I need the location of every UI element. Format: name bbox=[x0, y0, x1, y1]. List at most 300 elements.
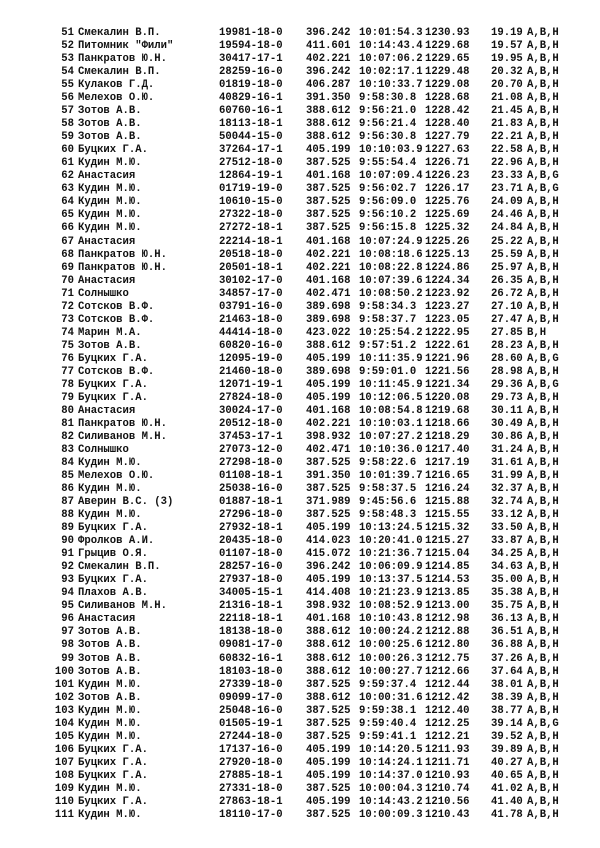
cell-time: 10:14:20.5 bbox=[359, 743, 423, 756]
cell-ring: 27824-18-0 bbox=[219, 391, 283, 404]
cell-dist: 402.471 bbox=[306, 287, 351, 300]
cell-ring: 12071-19-1 bbox=[219, 378, 283, 391]
cell-time: 10:00:31.6 bbox=[359, 691, 423, 704]
cell-name: Марин М.А. bbox=[78, 326, 142, 339]
cell-time: 9:58:37.7 bbox=[359, 313, 417, 326]
cell-time: 10:00:25.6 bbox=[359, 639, 423, 652]
cell-speed: 1217.40 bbox=[425, 444, 470, 456]
cell-rank: 100 bbox=[54, 665, 74, 678]
cell-rank: 89 bbox=[61, 522, 74, 535]
cell-rank: 69 bbox=[61, 261, 74, 274]
cell-ring: 18110-17-0 bbox=[219, 808, 283, 821]
cell-tags: A,B,H bbox=[527, 300, 559, 313]
cell-time: 9:45:56.6 bbox=[359, 496, 417, 509]
cell-coef: 21.83 bbox=[491, 118, 523, 131]
cell-dist: 391.350 bbox=[306, 92, 351, 105]
cell-ring: 01108-18-1 bbox=[219, 470, 283, 483]
cell-ring: 01107-18-0 bbox=[219, 548, 283, 561]
cell-tags: A,B,H bbox=[527, 261, 559, 274]
cell-dist: 388.612 bbox=[306, 691, 351, 704]
cell-time: 9:56:02.7 bbox=[359, 183, 417, 196]
cell-tags: A,B,H bbox=[527, 248, 559, 261]
cell-time: 10:01:54.3 bbox=[359, 27, 423, 39]
cell-tags: A,B,H bbox=[527, 509, 559, 522]
cell-rank: 60 bbox=[61, 144, 74, 157]
cell-name: Сотсков В.Ф. bbox=[78, 300, 155, 313]
cell-ring: 27885-18-1 bbox=[219, 769, 283, 782]
cell-rank: 80 bbox=[61, 404, 74, 417]
cell-dist: 388.612 bbox=[306, 652, 351, 665]
cell-coef: 24.09 bbox=[491, 196, 523, 209]
cell-coef: 41.40 bbox=[491, 795, 523, 808]
cell-ring: 28257-16-0 bbox=[219, 561, 283, 574]
cell-speed: 1225.32 bbox=[425, 222, 470, 235]
cell-name: Кудин М.Ю. bbox=[78, 509, 142, 522]
cell-rank: 85 bbox=[61, 470, 74, 483]
cell-tags: A,B,H bbox=[527, 222, 559, 235]
cell-ring: 30024-17-0 bbox=[219, 404, 283, 417]
cell-dist: 371.989 bbox=[306, 496, 351, 509]
cell-name: Силиванов М.Н. bbox=[78, 430, 168, 443]
cell-tags: A,B,H bbox=[527, 808, 559, 821]
cell-time: 10:14:43.2 bbox=[359, 795, 423, 808]
cell-ring: 19981-18-0 bbox=[219, 27, 283, 39]
cell-speed: 1229.08 bbox=[425, 79, 470, 92]
cell-coef: 37.26 bbox=[491, 652, 523, 665]
cell-rank: 73 bbox=[61, 313, 74, 326]
cell-speed: 1210.56 bbox=[425, 795, 470, 808]
cell-coef: 30.49 bbox=[491, 417, 523, 430]
cell-speed: 1213.00 bbox=[425, 600, 470, 613]
cell-dist: 414.023 bbox=[306, 535, 351, 548]
cell-speed: 1212.42 bbox=[425, 691, 470, 704]
cell-dist: 388.612 bbox=[306, 131, 351, 144]
cell-tags: A,B,G bbox=[527, 170, 559, 183]
cell-time: 10:07:24.9 bbox=[359, 235, 423, 248]
cell-tags: A,B,H bbox=[527, 144, 559, 157]
cell-speed: 1222.61 bbox=[425, 339, 470, 352]
cell-rank: 59 bbox=[61, 131, 74, 144]
cell-time: 9:58:34.3 bbox=[359, 300, 417, 313]
cell-dist: 405.199 bbox=[306, 378, 351, 391]
cell-speed: 1212.21 bbox=[425, 730, 470, 743]
cell-coef: 20.32 bbox=[491, 66, 523, 79]
cell-time: 9:56:30.8 bbox=[359, 131, 417, 144]
cell-coef: 31.24 bbox=[491, 444, 523, 456]
cell-speed: 1229.48 bbox=[425, 66, 470, 79]
cell-coef: 21.08 bbox=[491, 92, 523, 105]
cell-rank: 81 bbox=[61, 417, 74, 430]
cell-coef: 19.95 bbox=[491, 53, 523, 66]
cell-ring: 18138-18-0 bbox=[219, 626, 283, 639]
cell-rank: 96 bbox=[61, 613, 74, 626]
cell-coef: 39.89 bbox=[491, 743, 523, 756]
cell-tags: A,B,H bbox=[527, 404, 559, 417]
cell-dist: 387.525 bbox=[306, 457, 351, 470]
cell-time: 9:59:41.1 bbox=[359, 730, 417, 743]
cell-name: Зотов А.В. bbox=[78, 339, 142, 352]
cell-name: Кудин М.Ю. bbox=[78, 183, 142, 196]
cell-coef: 40.65 bbox=[491, 769, 523, 782]
cell-ring: 01819-18-0 bbox=[219, 79, 283, 92]
cell-speed: 1215.32 bbox=[425, 522, 470, 535]
cell-tags: A,B,H bbox=[527, 470, 559, 483]
cell-time: 10:20:41.0 bbox=[359, 535, 423, 548]
cell-name: Зотов А.В. bbox=[78, 131, 142, 144]
cell-tags: A,B,H bbox=[527, 730, 559, 743]
cell-rank: 99 bbox=[61, 652, 74, 665]
cell-coef: 35.38 bbox=[491, 587, 523, 600]
cell-dist: 396.242 bbox=[306, 66, 351, 79]
cell-tags: A,B,H bbox=[527, 235, 559, 248]
cell-time: 9:56:10.2 bbox=[359, 209, 417, 222]
cell-rank: 103 bbox=[54, 704, 74, 717]
cell-rank: 93 bbox=[61, 574, 74, 587]
cell-ring: 27863-18-1 bbox=[219, 795, 283, 808]
cell-ring: 27932-18-1 bbox=[219, 522, 283, 535]
cell-ring: 25048-16-0 bbox=[219, 704, 283, 717]
cell-coef: 36.88 bbox=[491, 639, 523, 652]
cell-dist: 405.199 bbox=[306, 743, 351, 756]
cell-coef: 41.78 bbox=[491, 808, 523, 821]
cell-time: 9:59:38.1 bbox=[359, 704, 417, 717]
cell-rank: 77 bbox=[61, 365, 74, 378]
cell-coef: 23.33 bbox=[491, 170, 523, 183]
cell-speed: 1210.43 bbox=[425, 808, 470, 821]
cell-coef: 27.85 bbox=[491, 326, 523, 339]
cell-time: 10:25:54.2 bbox=[359, 326, 423, 339]
cell-name: Кулаков Г.Д. bbox=[78, 79, 155, 92]
cell-dist: 387.525 bbox=[306, 509, 351, 522]
cell-tags: A,B,H bbox=[527, 613, 559, 626]
cell-name: Панкратов Ю.Н. bbox=[78, 417, 168, 430]
cell-time: 10:14:24.1 bbox=[359, 756, 423, 769]
cell-dist: 401.168 bbox=[306, 170, 351, 183]
cell-coef: 39.14 bbox=[491, 717, 523, 730]
cell-name: Кудин М.Ю. bbox=[78, 717, 142, 730]
cell-ring: 22118-18-1 bbox=[219, 613, 283, 626]
cell-ring: 20512-18-0 bbox=[219, 417, 283, 430]
cell-ring: 12095-19-0 bbox=[219, 352, 283, 365]
cell-speed: 1215.27 bbox=[425, 535, 470, 548]
cell-rank: 55 bbox=[61, 79, 74, 92]
cell-rank: 107 bbox=[54, 756, 74, 769]
cell-dist: 401.168 bbox=[306, 404, 351, 417]
cell-name: Питомник "Фили" bbox=[78, 40, 174, 53]
cell-coef: 33.50 bbox=[491, 522, 523, 535]
cell-speed: 1226.71 bbox=[425, 157, 470, 170]
cell-ring: 03791-16-0 bbox=[219, 300, 283, 313]
cell-coef: 27.47 bbox=[491, 313, 523, 326]
cell-name: Зотов А.В. bbox=[78, 652, 142, 665]
cell-ring: 01887-18-1 bbox=[219, 496, 283, 509]
cell-dist: 387.525 bbox=[306, 209, 351, 222]
cell-tags: A,B,G bbox=[527, 183, 559, 196]
cell-rank: 90 bbox=[61, 535, 74, 548]
cell-ring: 22214-18-1 bbox=[219, 235, 283, 248]
cell-time: 10:13:24.5 bbox=[359, 522, 423, 535]
cell-rank: 67 bbox=[61, 235, 74, 248]
cell-speed: 1212.80 bbox=[425, 639, 470, 652]
cell-dist: 405.199 bbox=[306, 144, 351, 157]
cell-dist: 402.221 bbox=[306, 417, 351, 430]
cell-time: 9:56:21.4 bbox=[359, 118, 417, 131]
cell-dist: 387.525 bbox=[306, 678, 351, 691]
cell-speed: 1214.85 bbox=[425, 561, 470, 574]
cell-speed: 1210.93 bbox=[425, 769, 470, 782]
cell-dist: 389.698 bbox=[306, 300, 351, 313]
cell-dist: 406.287 bbox=[306, 79, 351, 92]
cell-ring: 27244-18-0 bbox=[219, 730, 283, 743]
cell-tags: A,B,H bbox=[527, 53, 559, 66]
cell-ring: 60820-16-0 bbox=[219, 339, 283, 352]
cell-tags: A,B,H bbox=[527, 209, 559, 222]
cell-ring: 27331-18-0 bbox=[219, 782, 283, 795]
cell-coef: 21.45 bbox=[491, 105, 523, 118]
cell-name: Кудин М.Ю. bbox=[78, 730, 142, 743]
cell-name: Аверин В.С. (3) bbox=[78, 496, 174, 509]
cell-rank: 98 bbox=[61, 639, 74, 652]
cell-coef: 28.60 bbox=[491, 352, 523, 365]
cell-speed: 1221.56 bbox=[425, 365, 470, 378]
cell-ring: 01505-19-1 bbox=[219, 717, 283, 730]
cell-tags: A,B,H bbox=[527, 118, 559, 131]
cell-ring: 27322-18-0 bbox=[219, 209, 283, 222]
cell-tags: A,B,H bbox=[527, 756, 559, 769]
cell-time: 9:58:22.6 bbox=[359, 457, 417, 470]
cell-rank: 63 bbox=[61, 183, 74, 196]
cell-ring: 44414-18-0 bbox=[219, 326, 283, 339]
cell-coef: 24.84 bbox=[491, 222, 523, 235]
cell-tags: A,B,H bbox=[527, 391, 559, 404]
cell-dist: 402.221 bbox=[306, 261, 351, 274]
cell-dist: 387.525 bbox=[306, 717, 351, 730]
cell-rank: 101 bbox=[54, 678, 74, 691]
cell-name: Зотов А.В. bbox=[78, 105, 142, 118]
cell-name: Кудин М.Ю. bbox=[78, 678, 142, 691]
cell-name: Буцких Г.А. bbox=[78, 574, 148, 587]
cell-tags: A,B,H bbox=[527, 561, 559, 574]
cell-time: 10:00:27.7 bbox=[359, 665, 423, 678]
cell-speed: 1212.44 bbox=[425, 678, 470, 691]
cell-speed: 1222.95 bbox=[425, 326, 470, 339]
cell-time: 10:14:43.4 bbox=[359, 40, 423, 53]
cell-name: Буцких Г.А. bbox=[78, 769, 148, 782]
cell-tags: A,B,H bbox=[527, 339, 559, 352]
cell-coef: 30.86 bbox=[491, 430, 523, 443]
cell-rank: 53 bbox=[61, 53, 74, 66]
cell-dist: 388.612 bbox=[306, 118, 351, 131]
cell-speed: 1212.66 bbox=[425, 665, 470, 678]
cell-ring: 27272-18-1 bbox=[219, 222, 283, 235]
cell-name: Кудин М.Ю. bbox=[78, 157, 142, 170]
cell-speed: 1215.04 bbox=[425, 548, 470, 561]
cell-coef: 26.72 bbox=[491, 287, 523, 300]
cell-name: Буцких Г.А. bbox=[78, 743, 148, 756]
cell-speed: 1215.88 bbox=[425, 496, 470, 509]
cell-time: 9:59:01.0 bbox=[359, 365, 417, 378]
cell-ring: 27298-18-0 bbox=[219, 457, 283, 470]
cell-coef: 38.39 bbox=[491, 691, 523, 704]
cell-coef: 33.12 bbox=[491, 509, 523, 522]
cell-dist: 398.932 bbox=[306, 430, 351, 443]
cell-coef: 22.21 bbox=[491, 131, 523, 144]
cell-dist: 401.168 bbox=[306, 235, 351, 248]
cell-coef: 27.10 bbox=[491, 300, 523, 313]
cell-rank: 65 bbox=[61, 209, 74, 222]
cell-ring: 27920-18-0 bbox=[219, 756, 283, 769]
cell-name: Кудин М.Ю. bbox=[78, 704, 142, 717]
cell-ring: 01719-19-0 bbox=[219, 183, 283, 196]
cell-coef: 25.22 bbox=[491, 235, 523, 248]
cell-coef: 36.51 bbox=[491, 626, 523, 639]
cell-ring: 37264-17-1 bbox=[219, 144, 283, 157]
cell-name: Буцких Г.А. bbox=[78, 144, 148, 157]
cell-name: Сотсков В.Ф. bbox=[78, 313, 155, 326]
cell-name: Кудин М.Ю. bbox=[78, 222, 142, 235]
cell-coef: 35.00 bbox=[491, 574, 523, 587]
cell-ring: 20435-18-0 bbox=[219, 535, 283, 548]
cell-ring: 17137-16-0 bbox=[219, 743, 283, 756]
cell-coef: 35.75 bbox=[491, 600, 523, 613]
cell-dist: 405.199 bbox=[306, 522, 351, 535]
cell-ring: 37453-17-1 bbox=[219, 430, 283, 443]
cell-coef: 38.77 bbox=[491, 704, 523, 717]
cell-rank: 86 bbox=[61, 483, 74, 496]
cell-rank: 102 bbox=[54, 691, 74, 704]
cell-tags: A,B,G bbox=[527, 717, 559, 730]
cell-time: 10:00:24.2 bbox=[359, 626, 423, 639]
cell-name: Смекалин В.П. bbox=[78, 561, 161, 574]
cell-ring: 60832-16-1 bbox=[219, 652, 283, 665]
cell-tags: A,B,H bbox=[527, 157, 559, 170]
cell-speed: 1223.92 bbox=[425, 287, 470, 300]
cell-ring: 27073-12-0 bbox=[219, 444, 283, 456]
cell-name: Буцких Г.А. bbox=[78, 522, 148, 535]
cell-rank: 75 bbox=[61, 339, 74, 352]
cell-time: 10:08:18.6 bbox=[359, 248, 423, 261]
cell-rank: 109 bbox=[54, 782, 74, 795]
cell-dist: 402.471 bbox=[306, 444, 351, 456]
cell-speed: 1216.65 bbox=[425, 470, 470, 483]
cell-speed: 1219.68 bbox=[425, 404, 470, 417]
cell-coef: 28.98 bbox=[491, 365, 523, 378]
cell-speed: 1226.23 bbox=[425, 170, 470, 183]
cell-tags: A,B,G bbox=[527, 352, 559, 365]
cell-dist: 388.612 bbox=[306, 626, 351, 639]
cell-dist: 423.022 bbox=[306, 326, 351, 339]
cell-speed: 1228.40 bbox=[425, 118, 470, 131]
cell-speed: 1211.93 bbox=[425, 743, 470, 756]
cell-tags: A,B,H bbox=[527, 535, 559, 548]
cell-time: 10:10:03.9 bbox=[359, 144, 423, 157]
cell-speed: 1212.75 bbox=[425, 652, 470, 665]
cell-speed: 1225.26 bbox=[425, 235, 470, 248]
cell-rank: 104 bbox=[54, 717, 74, 730]
cell-dist: 411.601 bbox=[306, 40, 351, 53]
cell-dist: 405.199 bbox=[306, 769, 351, 782]
cell-name: Фролков А.И. bbox=[78, 535, 155, 548]
cell-ring: 40829-16-1 bbox=[219, 92, 283, 105]
cell-ring: 30102-17-0 bbox=[219, 274, 283, 287]
cell-coef: 34.63 bbox=[491, 561, 523, 574]
cell-dist: 387.525 bbox=[306, 222, 351, 235]
cell-rank: 72 bbox=[61, 300, 74, 313]
cell-tags: A,B,H bbox=[527, 743, 559, 756]
cell-time: 10:11:35.9 bbox=[359, 352, 423, 365]
cell-time: 9:58:37.5 bbox=[359, 483, 417, 496]
cell-time: 10:07:06.2 bbox=[359, 53, 423, 66]
cell-coef: 32.37 bbox=[491, 483, 523, 496]
cell-coef: 19.57 bbox=[491, 40, 523, 53]
cell-coef: 25.97 bbox=[491, 261, 523, 274]
cell-time: 10:07:39.6 bbox=[359, 274, 423, 287]
cell-name: Панкратов Ю.Н. bbox=[78, 53, 168, 66]
cell-rank: 71 bbox=[61, 287, 74, 300]
cell-name: Анастасия bbox=[78, 170, 136, 183]
cell-rank: 61 bbox=[61, 157, 74, 170]
cell-speed: 1228.68 bbox=[425, 92, 470, 105]
cell-rank: 95 bbox=[61, 600, 74, 613]
cell-time: 10:00:04.3 bbox=[359, 782, 423, 795]
cell-tags: A,B,H bbox=[527, 795, 559, 808]
cell-dist: 388.612 bbox=[306, 105, 351, 118]
cell-rank: 92 bbox=[61, 561, 74, 574]
cell-name: Силиванов М.Н. bbox=[78, 600, 168, 613]
cell-time: 10:10:36.0 bbox=[359, 444, 423, 456]
cell-dist: 402.221 bbox=[306, 53, 351, 66]
cell-rank: 70 bbox=[61, 274, 74, 287]
cell-ring: 60760-16-1 bbox=[219, 105, 283, 118]
cell-dist: 398.932 bbox=[306, 600, 351, 613]
cell-ring: 34857-17-0 bbox=[219, 287, 283, 300]
cell-dist: 388.612 bbox=[306, 665, 351, 678]
cell-speed: 1221.96 bbox=[425, 352, 470, 365]
cell-ring: 27296-18-0 bbox=[219, 509, 283, 522]
cell-time: 10:11:45.9 bbox=[359, 378, 423, 391]
cell-dist: 405.199 bbox=[306, 574, 351, 587]
cell-name: Солнышко bbox=[78, 287, 129, 300]
cell-tags: A,B,H bbox=[527, 548, 559, 561]
cell-name: Зотов А.В. bbox=[78, 626, 142, 639]
cell-name: Буцких Г.А. bbox=[78, 352, 148, 365]
cell-time: 10:08:22.8 bbox=[359, 261, 423, 274]
cell-speed: 1226.17 bbox=[425, 183, 470, 196]
cell-coef: 26.35 bbox=[491, 274, 523, 287]
cell-rank: 66 bbox=[61, 222, 74, 235]
cell-dist: 387.525 bbox=[306, 483, 351, 496]
cell-tags: A,B,H bbox=[527, 430, 559, 443]
cell-tags: A,B,H bbox=[527, 27, 559, 39]
cell-rank: 78 bbox=[61, 378, 74, 391]
cell-tags: B,H bbox=[527, 326, 547, 339]
cell-name: Мелехов О.Ю. bbox=[78, 470, 155, 483]
cell-dist: 387.525 bbox=[306, 183, 351, 196]
cell-time: 10:21:23.9 bbox=[359, 587, 423, 600]
cell-speed: 1213.85 bbox=[425, 587, 470, 600]
cell-coef: 32.74 bbox=[491, 496, 523, 509]
cell-ring: 30417-17-1 bbox=[219, 53, 283, 66]
cell-time: 9:59:37.4 bbox=[359, 678, 417, 691]
cell-dist: 405.199 bbox=[306, 795, 351, 808]
cell-tags: A,B,H bbox=[527, 417, 559, 430]
cell-name: Мелехов О.Ю. bbox=[78, 92, 155, 105]
cell-name: Анастасия bbox=[78, 235, 136, 248]
cell-ring: 19594-18-0 bbox=[219, 40, 283, 53]
cell-ring: 25038-16-0 bbox=[219, 483, 283, 496]
cell-speed: 1220.08 bbox=[425, 391, 470, 404]
cell-name: Анастасия bbox=[78, 613, 136, 626]
